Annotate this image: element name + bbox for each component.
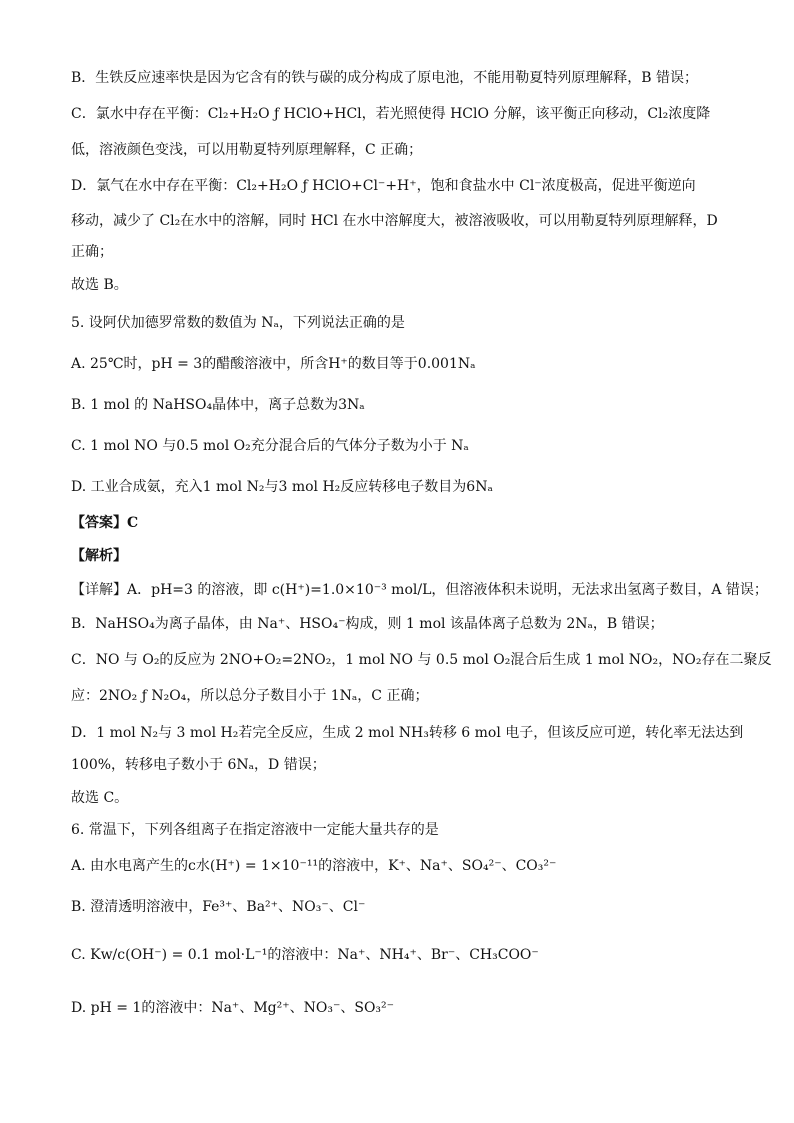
option-d: D. 工业合成氨，充入1 mol N₂与3 mol H₂反应转移电子数目为6Nₐ xyxy=(71,479,493,495)
text-line: C．NO 与 O₂的反应为 2NO+O₂=2NO₂，1 mol NO 与 0.5 mol O₂混合后生成 1 mol NO₂，NO₂存在二聚反 xyxy=(71,652,772,668)
option-c: C. 1 mol NO 与0.5 mol O₂充分混合后的气体分子数为小于 Nₐ xyxy=(71,438,469,454)
option-c: C. Kw/c(OH⁻) = 0.1 mol·L⁻¹的溶液中：Na⁺、NH₄⁺、Br⁻、CH₃COO⁻ xyxy=(71,947,539,963)
option-d: D. pH = 1的溶液中：Na⁺、Mg²⁺、NO₃⁻、SO₃²⁻ xyxy=(71,1000,395,1016)
option-a: A. 由水电离产生的c水(H⁺) = 1×10⁻¹¹的溶液中，K⁺、Na⁺、SO₄²⁻、CO₃²⁻ xyxy=(71,858,557,874)
text-line: 【详解】A．pH=3 的溶液，即 c(H⁺)=1.0×10⁻³ mol/L，但溶液体积未说明，无法求出氢离子数目，A 错误； xyxy=(71,582,768,598)
text-line: 故选 B。 xyxy=(71,277,128,293)
text-line: 故选 C。 xyxy=(71,790,129,806)
text-line: C．氯水中存在平衡：Cl₂+H₂O ƒ HClO+HCl，若光照使得 HClO 分解，该平衡正向移动，Cl₂浓度降 xyxy=(71,106,711,122)
option-a: A. 25℃时，pH = 3的醋酸溶液中，所含H⁺的数目等于0.001Nₐ xyxy=(71,356,476,372)
text-line: B．NaHSO₄为离子晶体，由 Na⁺、HSO₄⁻构成，则 1 mol 该晶体离子总数为 2Nₐ，B 错误； xyxy=(71,616,664,632)
answer-label: 【答案】C xyxy=(71,515,139,531)
text-line: 移动，减少了 Cl₂在水中的溶解，同时 HCl 在水中溶解度大，被溶液吸收，可以用勒夏特列原理解释，D xyxy=(71,213,718,229)
question-6-stem: 6. 常温下，下列各组离子在指定溶液中一定能大量共存的是 xyxy=(71,822,439,838)
question-5-stem: 5. 设阿伏加德罗常数的数值为 Nₐ，下列说法正确的是 xyxy=(71,315,405,331)
option-b: B. 1 mol 的 NaHSO₄晶体中，离子总数为3Nₐ xyxy=(71,397,365,413)
analysis-label: 【解析】 xyxy=(71,548,127,564)
text-line: D．1 mol N₂与 3 mol H₂若完全反应，生成 2 mol NH₃转移 6 mol 电子，但该反应可逆，转化率无法达到 xyxy=(71,725,744,741)
text-line: B．生铁反应速率快是因为它含有的铁与碳的成分构成了原电池，不能用勒夏特列原理解释，B 错误； xyxy=(71,70,699,86)
text-line: 正确； xyxy=(71,244,113,260)
text-line: 低，溶液颜色变浅，可以用勒夏特列原理解释，C 正确； xyxy=(71,142,423,158)
option-b: B. 澄清透明溶液中，Fe³⁺、Ba²⁺、NO₃⁻、Cl⁻ xyxy=(71,899,366,915)
text-line: 应：2NO₂ ƒ N₂O₄，所以总分子数目小于 1Nₐ，C 正确； xyxy=(71,688,429,704)
text-line: 100%，转移电子数小于 6Nₐ，D 错误； xyxy=(71,757,326,773)
text-line: D．氯气在水中存在平衡：Cl₂+H₂O ƒ HClO+Cl⁻+H⁺，饱和食盐水中 Cl⁻浓度极高，促进平衡逆向 xyxy=(71,178,696,194)
